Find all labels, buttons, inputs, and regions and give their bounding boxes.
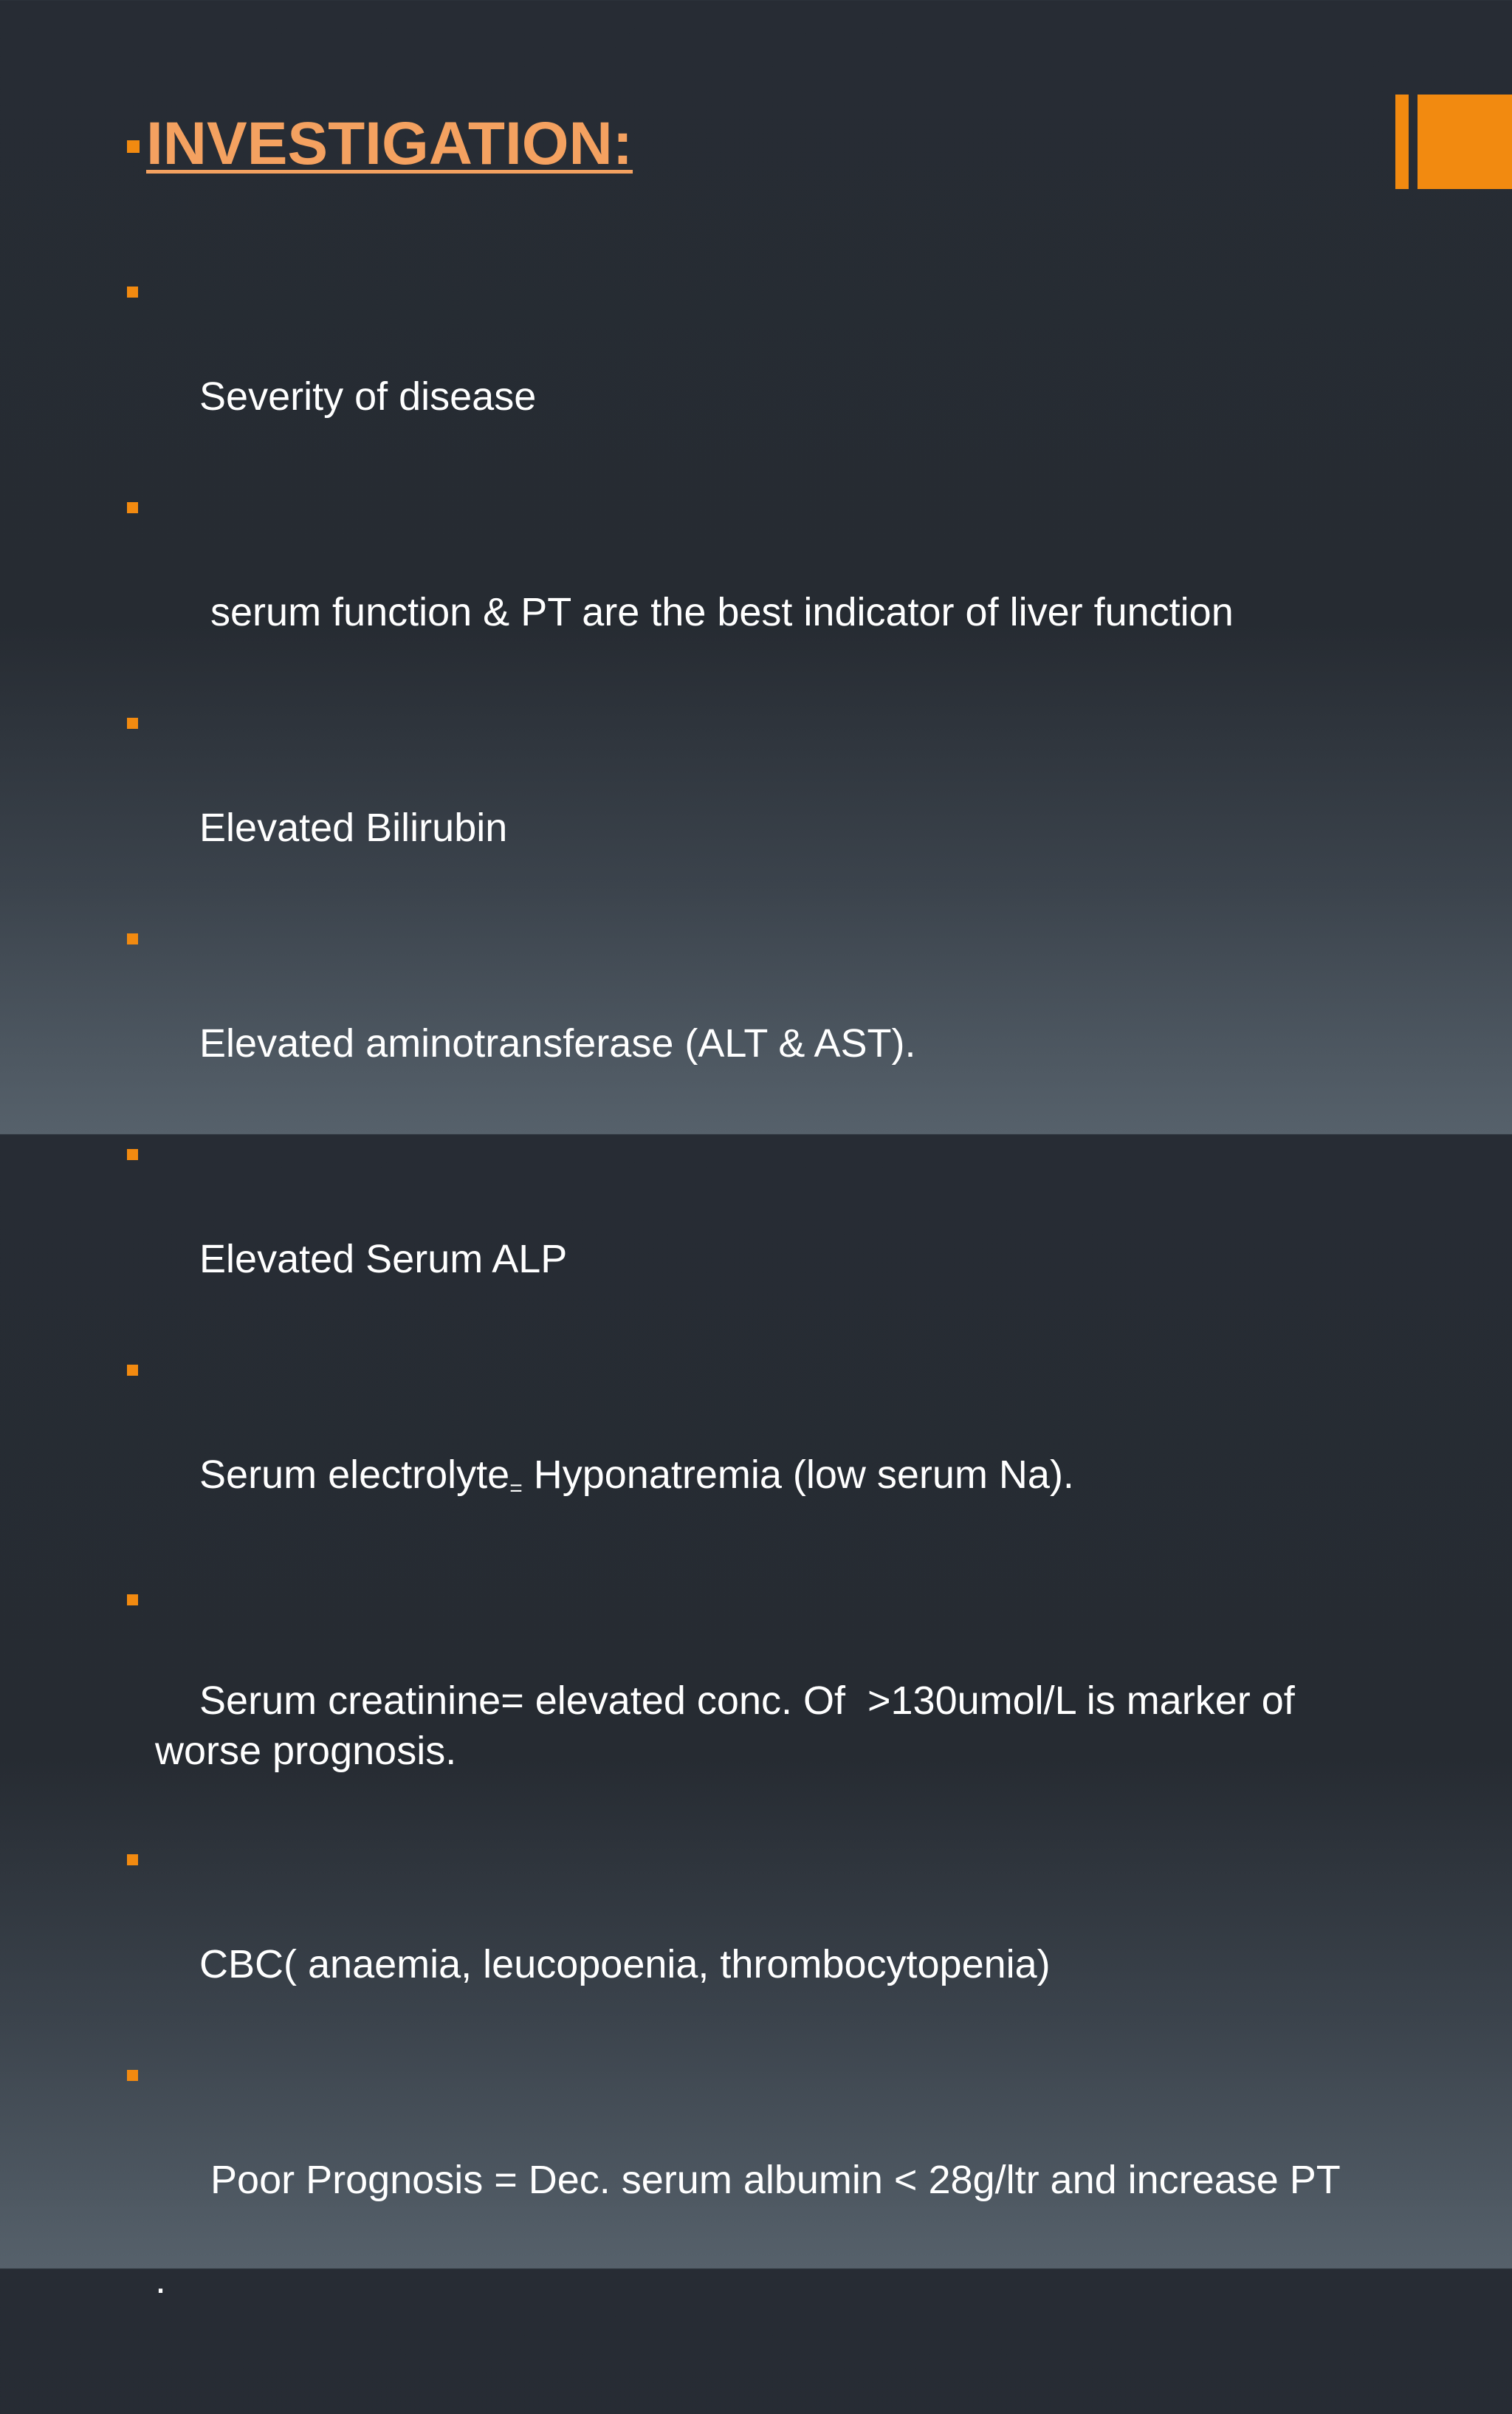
bullet-item: [127, 1130, 1382, 1337]
bullet-text: Severity of disease: [199, 374, 537, 419]
bullet-text: CBC( anaemia, leucopoenia, thrombocytopenia): [199, 1942, 1051, 1986]
accent-block: [1418, 95, 1512, 189]
bullet-square-icon: [127, 718, 138, 729]
bullet-square-icon: [127, 1149, 138, 1160]
bullet-text: serum function & PT are the best indicator of liver function: [199, 590, 1234, 634]
bullet-item: [127, 1575, 1382, 1826]
bullet-text: Elevated Serum ALP: [199, 1237, 568, 1281]
title-bullet-icon: [127, 140, 140, 153]
bullet-item: [127, 483, 1382, 690]
bullet-item: [127, 2051, 1382, 2405]
bullet-item: [127, 914, 1382, 1121]
bullet-text: Serum creatinine= elevated conc. Of >130umol/L is marker of worse prognosis.: [155, 1679, 1306, 1773]
bullet-text: Poor Prognosis = Dec. serum albumin < 28g/ltr and increase PT: [199, 2158, 1341, 2202]
bullet-item: [127, 1835, 1382, 2042]
bullet-square-icon: [127, 1594, 138, 1605]
bullet-square-icon: [127, 1854, 138, 1865]
slide-title-row: [127, 111, 633, 177]
bullet-text: Elevated Bilirubin: [199, 806, 508, 850]
bullet-square-icon: [127, 2070, 138, 2081]
bullet-tail: .: [155, 2257, 167, 2302]
bullet-list: [127, 267, 1382, 2414]
slide-title: INVESTIGATION:: [146, 110, 633, 177]
bullet-square-icon: [127, 1365, 138, 1376]
bullet-text-end: Hyponatremia (low serum Na).: [522, 1453, 1074, 1497]
bullet-subscript: =: [509, 1476, 523, 1501]
bullet-item: [127, 267, 1382, 474]
accent-bar-thin: [1395, 95, 1409, 189]
bullet-item: [127, 699, 1382, 905]
bullet-text: Elevated aminotransferase (ALT & AST).: [199, 1021, 916, 1066]
bullet-text-start: Serum electrolyte: [199, 1453, 510, 1497]
bullet-item: [127, 1345, 1382, 1566]
bullet-square-icon: [127, 933, 138, 944]
bullet-square-icon: [127, 502, 138, 513]
bullet-square-icon: [127, 287, 138, 298]
